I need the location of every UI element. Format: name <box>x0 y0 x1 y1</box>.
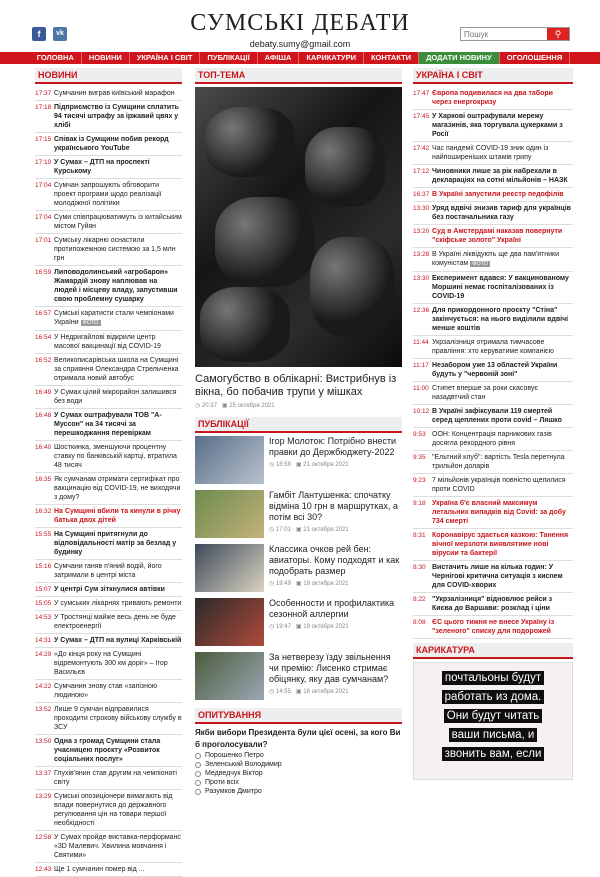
news-item[interactable] <box>413 474 573 497</box>
news-time: 10:12 <box>413 408 430 415</box>
radio-button[interactable] <box>195 753 201 759</box>
news-title[interactable]: Суми співпрацюватимуть із китайським містом Гуйян <box>54 214 182 230</box>
news-item[interactable] <box>35 597 182 611</box>
news-item[interactable] <box>35 648 182 680</box>
news-item[interactable] <box>35 331 182 354</box>
publication-title[interactable]: За нетверезу їзду звільнення чи премію: Лисенко стримає обіцянку, яку дав сумчанам? <box>269 652 391 684</box>
publication-image[interactable] <box>195 544 264 592</box>
news-item[interactable] <box>35 680 182 703</box>
news-title[interactable]: Укрзалізниця отримала тимчасове правління: хто керуватиме компанією <box>432 339 554 355</box>
news-time: 17:37 <box>35 90 52 97</box>
news-item[interactable] <box>35 441 182 473</box>
news-time: 16:59 <box>35 269 52 276</box>
news-title[interactable]: У Сумах – ДТП на проспекті Курському <box>54 159 150 175</box>
publication-title[interactable]: Гамбіт Лантушенка: спочатку відміна 10 грн в маршрутках, а потім всі 30? <box>269 490 398 522</box>
publications-heading: ПУБЛІКАЦІЇ <box>195 417 402 433</box>
news-item[interactable] <box>413 110 573 142</box>
radio-button[interactable] <box>195 789 201 795</box>
news-item[interactable] <box>35 133 182 156</box>
news-title[interactable]: Вистачить лише на кілька годин: У Чернігові критична ситуація з кисnем для COVID-хворих <box>432 564 563 589</box>
news-title[interactable]: Уряд вдвічі знизив тариф для українців без постачальника газу <box>432 205 571 221</box>
news-item[interactable] <box>413 336 573 359</box>
vk-icon[interactable]: vk <box>53 27 67 41</box>
nav-item[interactable]: УКРАЇНА І СВІТ <box>130 52 201 64</box>
publication-image[interactable] <box>195 598 264 646</box>
news-title[interactable]: В Україні зафіксували 119 смертей серед щеплених проти covid – Ляшко <box>432 408 562 424</box>
news-item[interactable] <box>35 735 182 767</box>
news-item[interactable] <box>35 101 182 133</box>
news-time: 13:30 <box>413 205 430 212</box>
publication-title[interactable]: Особенности и профилактика сезонной аллергии <box>269 598 395 619</box>
publication-meta: ◷ 17:01 ▣ 21 октября 2021 <box>269 527 349 533</box>
news-time: 15:05 <box>35 600 52 607</box>
news-title[interactable]: В Україні ліквідують ще два пам'ятники комуністам ФОТО <box>432 251 560 267</box>
news-item[interactable] <box>413 616 573 639</box>
news-title[interactable]: Великописарівська школа на Сумщині за сприяння Олександра Стрельченка отримала новий автобус <box>54 357 179 382</box>
caricature-caption: почтальоны будут <box>442 671 544 685</box>
news-time: 14:31 <box>35 637 52 644</box>
news-item[interactable] <box>35 179 182 211</box>
news-time: 13:29 <box>35 793 52 800</box>
news-item[interactable] <box>35 634 182 648</box>
radio-button[interactable] <box>195 780 201 786</box>
news-item[interactable] <box>35 505 182 528</box>
news-time: 8:22 <box>413 596 426 603</box>
news-item[interactable] <box>413 225 573 248</box>
news-title[interactable]: Шосткинка, зменшуючи процентну ставку по банківській картці, втратила 48 тисяч <box>54 444 177 469</box>
news-item[interactable] <box>35 354 182 386</box>
caricature-image[interactable] <box>413 662 573 780</box>
news-item[interactable] <box>35 307 182 331</box>
news-item[interactable] <box>35 611 182 634</box>
news-item[interactable] <box>35 156 182 179</box>
news-item[interactable] <box>35 863 182 877</box>
news-title[interactable]: Чиновники лише за рік набрехали в деклараціях на сотні мільйонів – НАЗК <box>432 168 568 184</box>
top-topic-headline[interactable]: Самогубство в облікарні: Вистрибнув із вікна, бо побачив трупи у мішках <box>195 373 397 398</box>
news-item[interactable] <box>35 703 182 735</box>
news-title[interactable]: ООН: Концентрація парникових газів досягла рекордного рівня <box>432 431 552 447</box>
news-time: 16:37 <box>413 191 430 198</box>
news-title[interactable]: На Сумщині притягнули до відповідальності матір за безлад у будинку <box>54 531 177 556</box>
news-time: 13:50 <box>35 738 52 745</box>
news-item[interactable] <box>35 528 182 560</box>
nav-item[interactable]: ДОДАТИ НОВИНУ <box>419 52 500 64</box>
news-time: 17:47 <box>413 90 430 97</box>
news-time: 13:52 <box>35 706 52 713</box>
site-logo[interactable]: СУМСЬКІ ДЕБАТИ <box>190 10 410 36</box>
news-time: 13:30 <box>413 275 430 282</box>
news-time: 13:20 <box>413 228 430 235</box>
news-time: 12:43 <box>35 866 52 873</box>
photo-badge: ФОТО <box>82 320 99 326</box>
news-time: 17:12 <box>413 168 430 175</box>
news-title[interactable]: Час пандемії COVID-19 зник один із найпоширеніших штамів грипу <box>432 145 549 161</box>
center-column <box>195 68 402 796</box>
news-title[interactable]: В Україні запустили реєстр педофілів <box>432 191 564 198</box>
news-title[interactable]: Підприємство із Сумщини сплатить 94 тисячі штрафу за іржавий цвях у хлібі <box>54 104 179 129</box>
news-title[interactable]: Сумські каратисти стали чемпіонами України ФОТО <box>54 310 174 326</box>
news-time: 11:17 <box>413 362 429 369</box>
caricature-caption: работать из дома. <box>442 690 545 704</box>
news-item[interactable] <box>35 266 182 307</box>
news-time: 17:45 <box>413 113 430 120</box>
news-time: 8:31 <box>413 532 426 539</box>
news-item[interactable] <box>413 497 573 529</box>
caricature-caption: ваши письма, и <box>449 728 538 742</box>
news-time: 16:35 <box>35 476 52 483</box>
news-title[interactable]: Коронавірус здається казкою: Танення вічної мерзлоти виявлятиме нові вірусии та бактерії <box>432 532 569 557</box>
news-time: 16:54 <box>35 334 52 341</box>
top-topic-meta: ◷ 20:37 ▣ 25 октября 2021 <box>195 403 275 409</box>
news-time: 14:53 <box>35 614 52 621</box>
publication-item[interactable] <box>195 436 402 486</box>
poll-question: Якби вибори Президента були цієї осені, за кого Ви б проголосували? <box>195 728 401 749</box>
news-time: 8:30 <box>413 564 426 571</box>
news-title[interactable]: Лише 9 сумчан відправилися проходити строкову військову службу в ЗСУ <box>54 706 182 731</box>
news-title[interactable]: У сумських лікарнях тривають ремонти <box>54 600 182 607</box>
news-time: 12:36 <box>413 307 430 314</box>
publication-meta: ◷ 19:47 ▣ 19 октября 2021 <box>269 624 349 630</box>
news-time: 8:08 <box>413 619 426 626</box>
news-item[interactable] <box>35 234 182 266</box>
news-time: 13:28 <box>413 251 430 258</box>
news-item[interactable] <box>35 790 182 831</box>
news-title[interactable]: Одна з громад Сумщини стала учасницею проєкту «Розвиток соціальних послуг» <box>54 738 161 763</box>
publication-image[interactable] <box>195 652 264 700</box>
news-title[interactable]: 7 мільйонів українців повністю щепилися проти COVID <box>432 477 566 493</box>
radio-button[interactable] <box>195 771 201 777</box>
news-title[interactable]: Європа подивилася на два табори через енергокризу <box>432 90 553 106</box>
news-time: 16:49 <box>35 389 52 396</box>
news-item[interactable] <box>35 831 182 863</box>
news-heading: НОВИНИ <box>35 68 182 84</box>
news-item[interactable] <box>413 428 573 451</box>
caricature-caption: звонить вам, если <box>442 747 545 761</box>
news-time: 17:01 <box>35 237 52 244</box>
news-time: 17:10 <box>35 159 52 166</box>
news-title[interactable]: Сумчанин знову став «запізною людиною» <box>54 683 158 699</box>
news-title[interactable]: Експеримент вдався: У вакцинованому Моршині немає госпіталізованих із COVID-19 <box>432 275 569 300</box>
poll-option-label: Медведчук Віктор <box>205 770 263 777</box>
news-time: 16:57 <box>35 310 52 317</box>
news-title[interactable]: Суд в Амстердамі наказав повернути "скіфське золото" Україні <box>432 228 563 244</box>
news-item[interactable] <box>413 405 573 428</box>
poll-heading: ОПИТУВАННЯ <box>195 708 402 724</box>
header <box>0 0 600 52</box>
main-nav <box>0 52 600 64</box>
photo-badge: ФОТО <box>472 261 488 267</box>
news-item[interactable] <box>413 142 573 165</box>
news-title[interactable]: "Ельтний клуб": вартість Tesla перетнула трильйон доларів <box>432 454 565 470</box>
news-time: 12:58 <box>35 834 52 841</box>
news-time: 15:16 <box>35 563 52 570</box>
publication-meta: ◷ 19:49 ▣ 19 октября 2021 <box>269 581 349 587</box>
news-time: 11:44 <box>413 339 429 346</box>
search-box <box>460 27 570 41</box>
nav-item[interactable]: АФІША <box>258 52 300 64</box>
news-time: 17:42 <box>413 145 430 152</box>
world-column <box>413 68 573 780</box>
publication-item[interactable] <box>195 544 402 594</box>
news-title[interactable]: У Сумах пройде виставка-перформанс «3D Малевич. Хвилина мовчання і Святими» <box>54 834 181 859</box>
news-time: 16:52 <box>35 357 52 364</box>
news-title[interactable]: У Сумах оштрафували ТОВ "А-Муссон" на 34 тисячі за перешкоджання перевіркам <box>54 412 162 437</box>
publication-title[interactable]: Классика очков рей бен: авиаторы. Кому подходят и как подобрать размер <box>269 544 400 576</box>
publication-meta: ◷ 14:55 ▣ 18 октября 2021 <box>269 689 349 695</box>
news-title[interactable]: У Харкові оштрафували мережу магазинів, яка торгувала цукерками з Росії <box>432 113 563 138</box>
news-title[interactable]: Як сумчанам отримати сертифікат про вакцинацію від COVID-19, не виходячи з дому? <box>54 476 181 501</box>
top-topic-image[interactable] <box>195 87 402 367</box>
news-title[interactable]: Глухів'янин став другим на чемпіонаті світу <box>54 770 177 786</box>
news-item[interactable] <box>413 529 573 561</box>
news-item[interactable] <box>413 272 573 304</box>
news-column <box>35 68 182 877</box>
news-item[interactable] <box>35 583 182 597</box>
poll-option[interactable] <box>195 787 402 796</box>
caricature-caption: Они будут читать <box>444 709 543 723</box>
news-time: 14:29 <box>35 651 52 658</box>
news-title[interactable]: У Сумах – ДТП на вулиці Харківській <box>54 637 182 644</box>
news-item[interactable] <box>35 767 182 790</box>
poll-option-label: Проти всіх <box>205 779 239 786</box>
news-title[interactable]: У Сумах цілий мікрорайон залишився без води <box>54 389 177 405</box>
news-time: 16:32 <box>35 508 52 515</box>
search-input[interactable] <box>461 28 547 40</box>
news-time: 17:04 <box>35 214 52 221</box>
news-title[interactable]: Для прикордонного проєкту "Стіна" закінчується: на нього виділили вдвічі менше коштів <box>432 307 569 332</box>
news-item[interactable] <box>413 359 573 382</box>
news-time: 13:37 <box>35 770 52 777</box>
news-item[interactable] <box>35 386 182 409</box>
news-time: 9:18 <box>413 500 426 507</box>
news-time: 17:18 <box>35 104 52 111</box>
news-title[interactable]: «До кінця року на Сумщині відремонтують 300 км доріг» – Ігор Васильєв <box>54 651 168 676</box>
poll-option[interactable] <box>195 760 402 769</box>
news-time: 9:53 <box>413 431 426 438</box>
news-time: 17:04 <box>35 182 52 189</box>
news-item[interactable] <box>413 561 573 593</box>
news-item[interactable] <box>35 560 182 583</box>
news-time: 16:40 <box>35 444 52 451</box>
news-time: 14:22 <box>35 683 52 690</box>
news-title[interactable]: Сумські опозиціонери вимагають від влади повернутися до державного регулювання цін на товари першої необхідності <box>54 793 173 827</box>
news-time: 15:07 <box>35 586 52 593</box>
search-icon[interactable]: ⚲ <box>547 28 569 40</box>
news-item[interactable] <box>413 248 573 272</box>
publication-item[interactable] <box>195 598 402 648</box>
contact-email[interactable]: debaty.sumy@gmail.com <box>249 39 351 49</box>
publication-image[interactable] <box>195 490 264 538</box>
news-item[interactable] <box>413 304 573 336</box>
news-time: 11:00 <box>413 385 429 392</box>
nav-item[interactable]: ОГОЛОШЕННЯ <box>500 52 571 64</box>
news-title[interactable]: Ще 1 сумчанин помер від ... <box>54 866 145 873</box>
poll-option[interactable] <box>195 778 402 787</box>
nav-item[interactable]: КОНТАКТИ <box>364 52 419 64</box>
news-time: 15:55 <box>35 531 52 538</box>
news-title[interactable]: Сумчани ганяв п'яний водій, його затримали в центрі міста <box>54 563 162 579</box>
nav-item[interactable]: ГОЛОВНА <box>30 52 82 64</box>
caricature-heading: КАРИКАТУРА <box>413 643 573 659</box>
news-title[interactable]: "Укрзалізниця" відновлює рейси з Києва до Варшави: розклад і ціни <box>432 596 553 612</box>
news-title[interactable]: ЄС цього тижня не внесе Україну із "зеленого" списку для подорожей <box>432 619 555 635</box>
news-time: 9:35 <box>413 454 426 461</box>
news-title[interactable]: У Недригайлові відкрили центр масової вакцинації від COVID-19 <box>54 334 161 350</box>
news-title[interactable]: Україна б'є власний максимум летальних випадків від Covid: за добу 734 смерті <box>432 500 566 525</box>
news-title[interactable]: У Тростянці майже весь день не буде електроенергії <box>54 614 176 630</box>
news-title[interactable]: Стипет вперше за роки скасовує назадвтчий стан <box>432 385 538 401</box>
publication-item[interactable] <box>195 652 402 702</box>
news-item[interactable] <box>413 87 573 110</box>
news-item[interactable] <box>35 409 182 441</box>
news-item[interactable] <box>413 382 573 405</box>
publication-image[interactable] <box>195 436 264 484</box>
news-item[interactable] <box>35 87 182 101</box>
world-heading: УКРАЇНА І СВІТ <box>413 68 573 84</box>
news-title[interactable]: Незабором уже 13 областей України будуть у "червоній зоні" <box>432 362 558 378</box>
news-item[interactable] <box>35 473 182 505</box>
news-item[interactable] <box>413 188 573 202</box>
news-time: 17:15 <box>35 136 52 143</box>
news-title[interactable]: Сумчанин виграв київський марафон <box>54 90 175 97</box>
poll-option[interactable] <box>195 751 402 760</box>
news-time: 9:23 <box>413 477 426 484</box>
news-title[interactable]: Співак із Сумщини побив рекорд українського YouTube <box>54 136 169 152</box>
news-item[interactable] <box>413 593 573 616</box>
news-item[interactable] <box>413 451 573 474</box>
poll-option-label: Зеленський Володимир <box>205 761 282 768</box>
news-item[interactable] <box>413 165 573 188</box>
news-title[interactable]: На Сумщині вбили та кинули в річку батька двох дітей <box>54 508 181 524</box>
nav-item[interactable]: НОВИНИ <box>82 52 130 64</box>
poll-option-label: Разумков Дмитро <box>205 788 262 795</box>
top-topic-heading: ТОП-ТЕМА <box>195 68 402 84</box>
news-title[interactable]: Сумську лікарню оснастили протипожежною системою за 1,5 млн грн <box>54 237 176 262</box>
news-item[interactable] <box>413 202 573 225</box>
nav-item[interactable]: ПУБЛІКАЦІЇ <box>200 52 257 64</box>
news-title[interactable]: У центрі Сум зіткнулися автівки <box>54 586 165 593</box>
news-time: 16:48 <box>35 412 52 419</box>
publication-item[interactable] <box>195 490 402 540</box>
facebook-icon[interactable]: f <box>32 27 46 41</box>
news-item[interactable] <box>35 211 182 234</box>
nav-item[interactable]: КАРИКАТУРИ <box>299 52 364 64</box>
news-title[interactable]: Липоводолинський «агробарон» Жамардій знову наплював на людей і місцеву владу, запустивши свою проблемну сушарку <box>54 269 178 303</box>
poll-option-label: Порошенко Петро <box>205 752 264 759</box>
poll-option[interactable] <box>195 769 402 778</box>
news-title[interactable]: Сумчан запрошують обговорити проект програми щодо реалізації молодіжної політики <box>54 182 162 207</box>
publication-title[interactable]: Ігор Молоток: Потрібно внести правки до Держбюджету-2022 <box>269 436 397 457</box>
publication-meta: ◷ 18:59 ▣ 21 октября 2021 <box>269 462 349 468</box>
radio-button[interactable] <box>195 762 201 768</box>
